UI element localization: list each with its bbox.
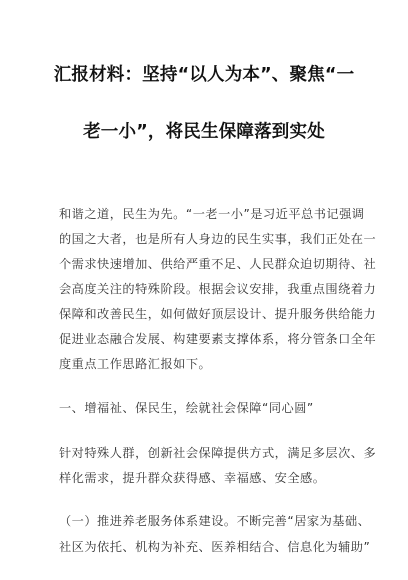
document-title-line-2: 老一小”，将民生保障落到实处 [83,122,325,142]
intro-paragraph-line: 会高度关注的特殊阶段。根据会议安排，我重点围绕着力 [59,282,377,296]
document-title-line-1: 汇报材料：坚持“以人为本”、聚焦“一 [53,65,355,85]
intro-paragraph-line: 促进业态融合发展、构建要素支撑体系，将分管条口全年 [59,332,377,346]
section-paragraph-line: 针对特殊人群，创新社会保障提供方式，满足多层次、多 [59,446,377,460]
intro-paragraph-line: 的国之大者，也是所有人身边的民生实事，我们正处在一 [59,232,377,246]
section-paragraph-line: 样化需求，提升群众获得感、幸福感、安全感。 [59,471,326,485]
intro-paragraph-line: 度重点工作思路汇报如下。 [59,357,212,371]
subsection-paragraph-line: （一）推进养老服务体系建设。不断完善“居家为基础、 [59,514,371,528]
intro-paragraph-line: 个需求快速增加、供给严重不足、人民群众迫切期待、社 [59,257,377,271]
intro-paragraph-line: 和谐之道，民生为先。“一老一小”是习近平总书记强调 [59,207,365,221]
subsection-paragraph-line: 社区为依托、机构为补充、医养相结合、信息化为辅助” [59,540,371,554]
intro-paragraph-line: 保障和改善民生，如何做好顶层设计、提升服务供给能力 [59,307,377,321]
section-heading: 一、增福祉、保民生，绘就社会保障“同心圆” [59,401,314,415]
